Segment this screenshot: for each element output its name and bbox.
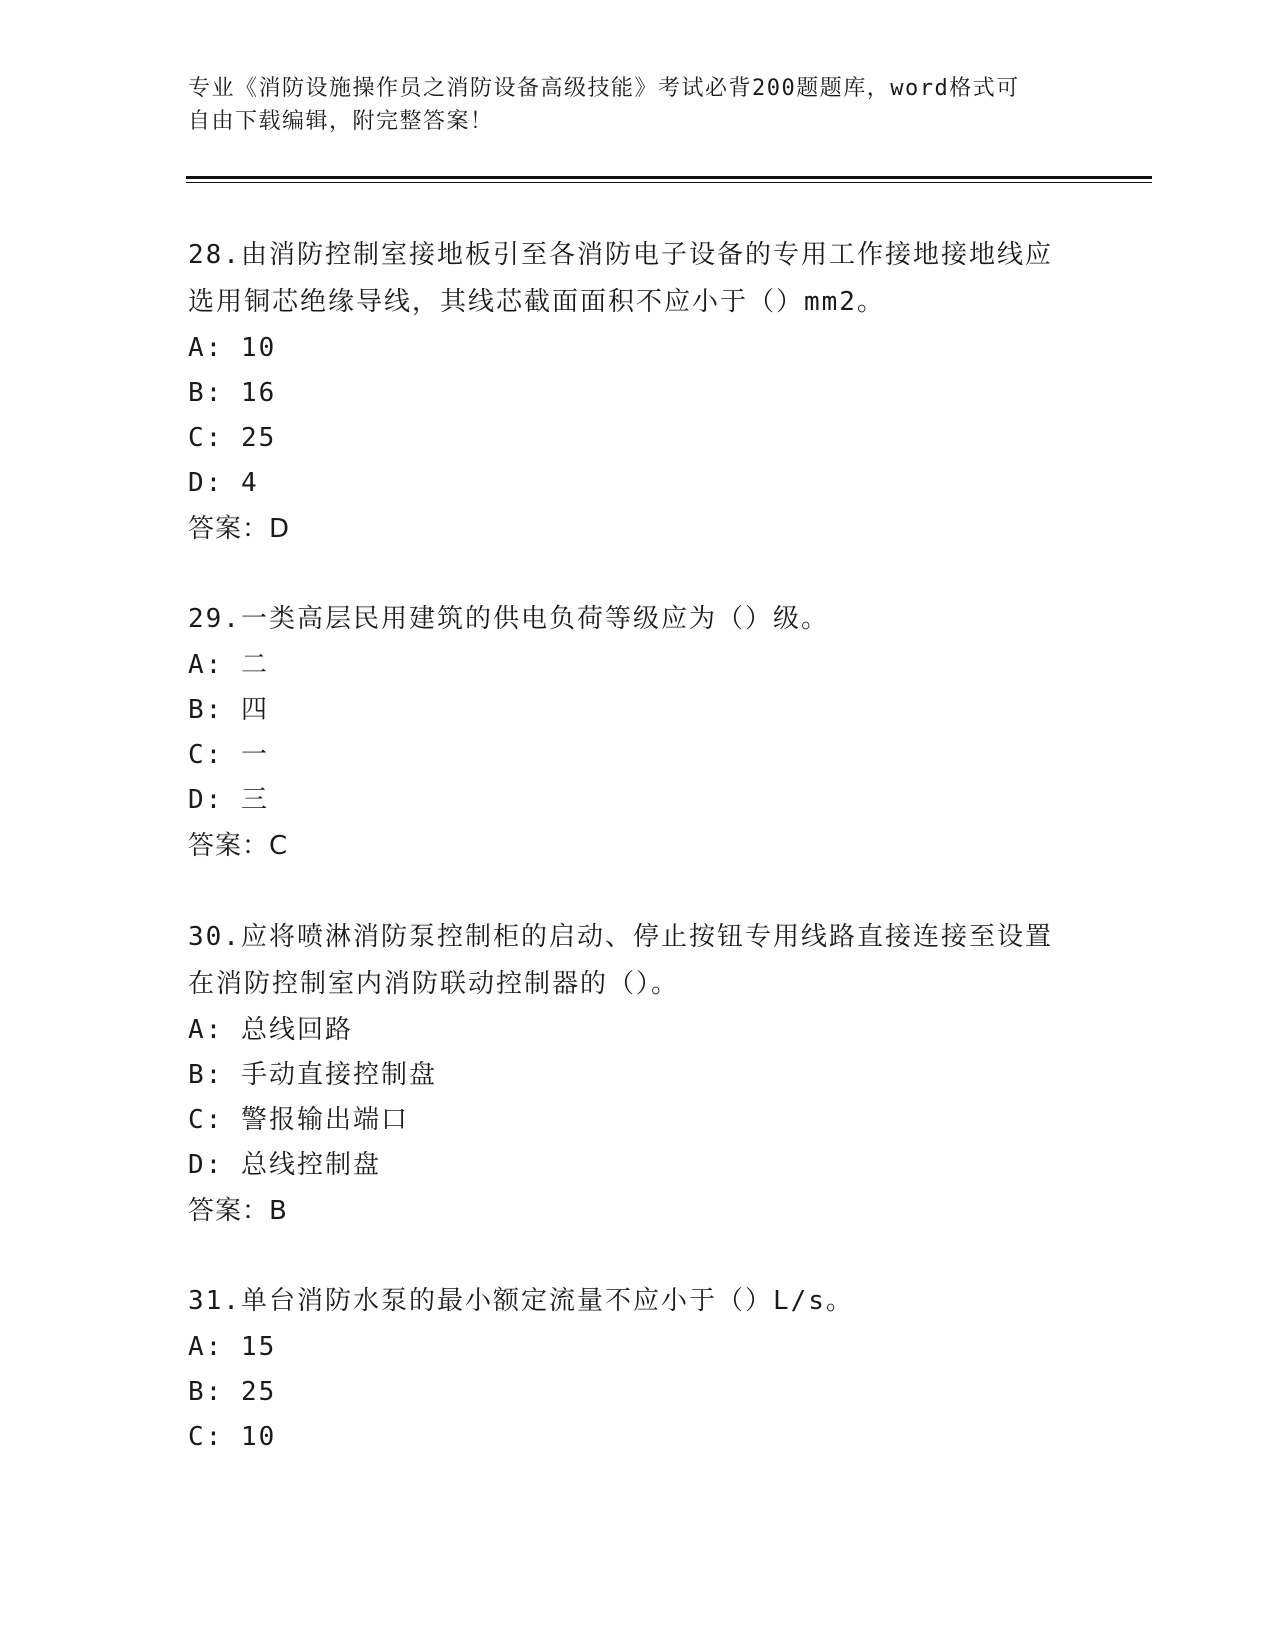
question-31 — [188, 1278, 1088, 1460]
option-a: A: 二 — [188, 650, 269, 680]
question-29 — [188, 596, 1088, 869]
header-line-2: 自由下载编辑，附完整答案！ — [188, 109, 494, 134]
option-a: A: 总线回路 — [188, 1015, 353, 1045]
option-d: D: 4 — [188, 468, 259, 498]
question-28 — [188, 232, 1088, 552]
answer-label: 答案：D — [188, 514, 291, 544]
option-c: C: 一 — [188, 740, 269, 770]
option-a: A: 15 — [188, 1332, 277, 1362]
question-30 — [188, 914, 1088, 1234]
question-stem-line: 选用铜芯绝缘导线，其线芯截面面积不应小于（）mm2。 — [188, 287, 885, 317]
option-d: D: 三 — [188, 785, 269, 815]
option-c: C: 10 — [188, 1422, 277, 1452]
answer-label: 答案：C — [188, 831, 289, 861]
option-b: B: 25 — [188, 1377, 277, 1407]
question-stem-line: 28.由消防控制室接地板引至各消防电子设备的专用工作接地接地线应 — [188, 240, 1053, 270]
question-stem-line: 29.一类高层民用建筑的供电负荷等级应为（）级。 — [188, 604, 829, 634]
option-b: B: 手动直接控制盘 — [188, 1060, 437, 1090]
question-stem-line: 31.单台消防水泵的最小额定流量不应小于（）L/s。 — [188, 1286, 854, 1316]
option-b: B: 16 — [188, 378, 277, 408]
document-header — [188, 72, 1068, 138]
header-line-1: 专业《消防设施操作员之消防设备高级技能》考试必背200题题库，word格式可 — [188, 76, 1020, 101]
header-divider-thick — [186, 176, 1152, 179]
option-b: B: 四 — [188, 695, 269, 725]
option-c: C: 警报输出端口 — [188, 1105, 409, 1135]
question-stem-line: 30.应将喷淋消防泵控制柜的启动、停止按钮专用线路直接连接至设置 — [188, 922, 1053, 952]
answer-label: 答案：B — [188, 1196, 288, 1226]
option-d: D: 总线控制盘 — [188, 1150, 381, 1180]
option-c: C: 25 — [188, 423, 277, 453]
question-stem-line: 在消防控制室内消防联动控制器的（）。 — [188, 969, 680, 999]
header-divider-thin — [186, 182, 1152, 183]
option-a: A: 10 — [188, 333, 277, 363]
